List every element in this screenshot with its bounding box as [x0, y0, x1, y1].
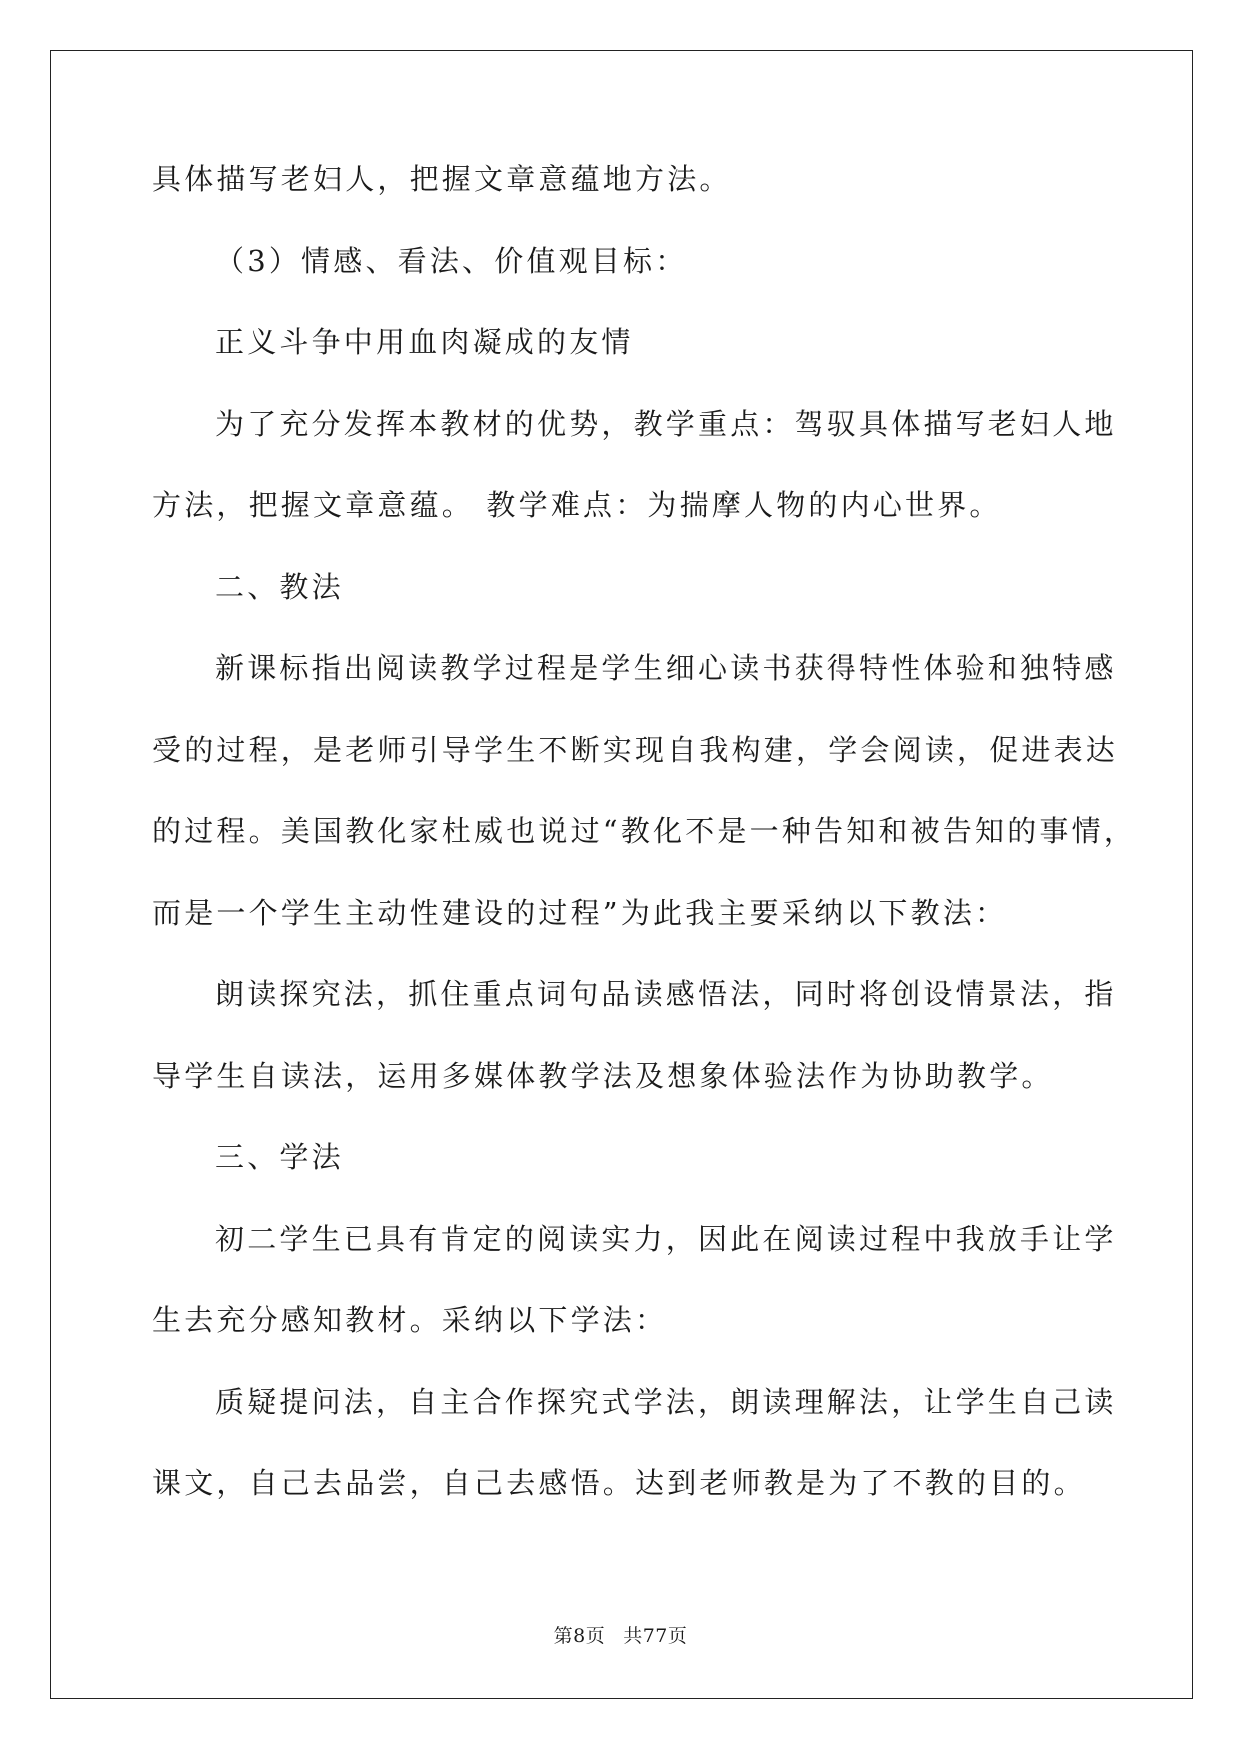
page-total: 共77页 [623, 1625, 688, 1647]
text-line: 的过程。美国教化家杜威也说过“教化不是一种告知和被告知的事情， [152, 814, 1137, 848]
text-line: 方法，把握文章意蕴。 教学难点：为揣摩人物的内心世界。 [152, 488, 1002, 522]
text-line: 受的过程，是老师引导学生不断实现自我构建，学会阅读，促进表达 [152, 732, 1119, 767]
text-line: 正义斗争中用血肉凝成的友情 [215, 325, 634, 359]
page-number: 第8页 [553, 1625, 606, 1647]
text-line: （3）情感、看法、价值观目标： [215, 243, 688, 278]
document-body [152, 162, 1137, 1548]
section-heading: 二、教法 [215, 569, 344, 604]
text-line: 朗读探究法，抓住重点词句品读感悟法，同时将创设情景法，指 [215, 977, 1117, 1011]
text-line: 为了充分发挥本教材的优势，教学重点：驾驭具体描写老妇人地 [215, 406, 1117, 441]
text-line: 而是一个学生主动性建设的过程”为此我主要采纳以下教法： [152, 895, 1008, 930]
text-line: 初二学生已具有肯定的阅读实力，因此在阅读过程中我放手让学 [215, 1221, 1117, 1256]
text-line: 具体描写老妇人，把握文章意蕴地方法。 [152, 162, 732, 196]
section-heading: 三、学法 [215, 1140, 344, 1174]
page-footer [0, 1621, 1241, 1648]
text-line: 生去充分感知教材。采纳以下学法： [152, 1303, 668, 1337]
text-line: 新课标指出阅读教学过程是学生细心读书获得特性体验和独特感 [215, 651, 1117, 685]
text-line: 导学生自读法，运用多媒体教学法及想象体验法作为协助教学。 [152, 1058, 1054, 1093]
text-line: 课文，自己去品尝，自己去感悟。达到老师教是为了不教的目的。 [152, 1466, 1086, 1500]
text-line: 质疑提问法，自主合作探究式学法，朗读理解法，让学生自己读 [215, 1384, 1117, 1419]
